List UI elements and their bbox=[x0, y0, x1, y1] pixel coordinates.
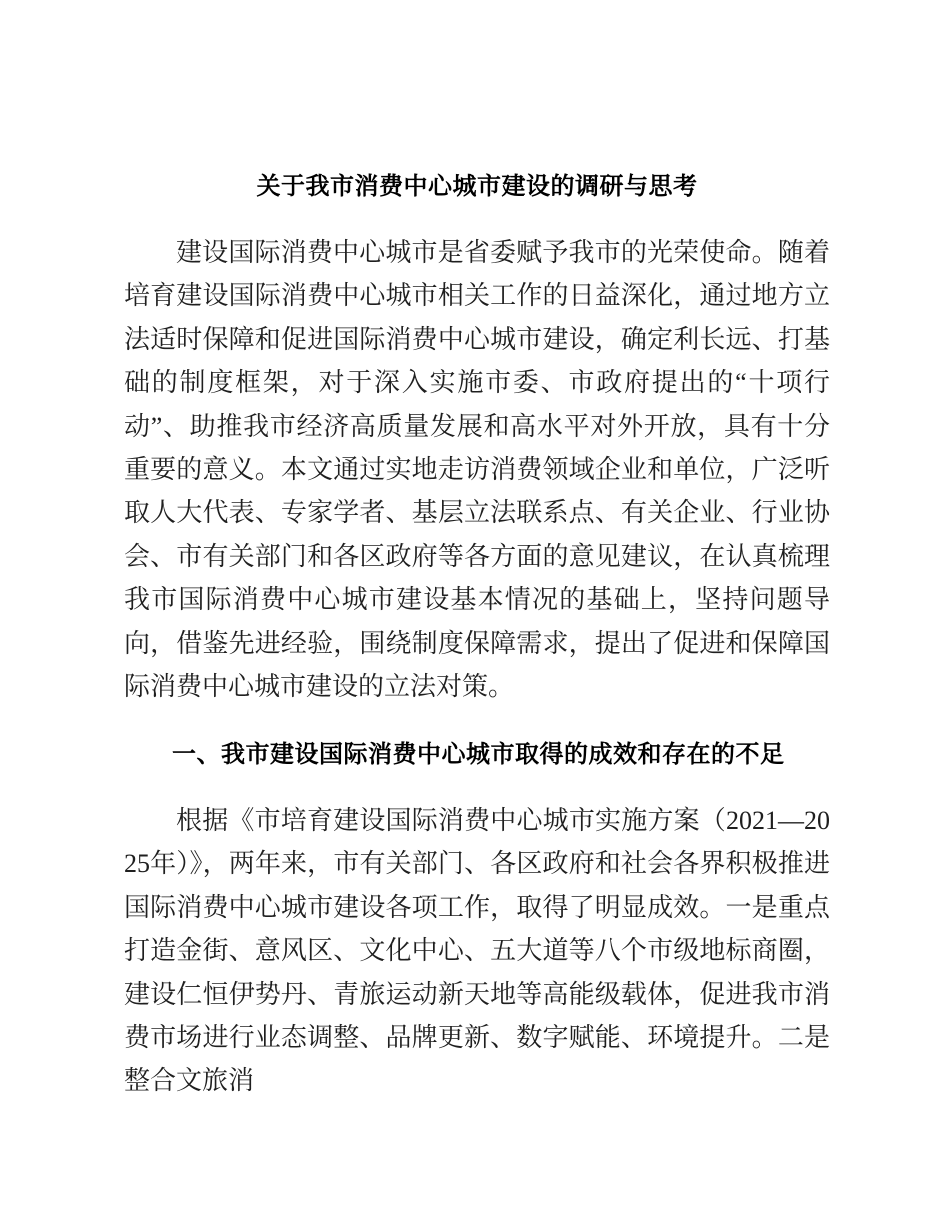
document-title: 关于我市消费中心城市建设的调研与思考 bbox=[256, 174, 698, 200]
section-heading-1: 一、我市建设国际消费中心城市取得的成效和存在的不足 bbox=[172, 741, 785, 769]
paragraph-intro: 建设国际消费中心城市是省委赋予我市的光荣使命。随着培育建设国际消费中心城市相关工作的日益深化，通过地方立法适时保障和促进国际消费中心城市建设，确定利长远、打基础的制度框架，对于深入实施市委、市政府提出的“十项行动”、助推我市经济高质量发展和高水平对外开放，具有十分重要的意义。本文通过实地走访消费领域企业和单位，广泛听取人大代表、专家学者、基层立法联系点、有关企业、行业协会、市有关部门和各区政府等各方面的意见建议，在认真梳理我市国际消费中心城市建设基本情况的基础上，坚持问题导向，借鉴先进经验，围绕制度保障需求，提出了促进和保障国际消费中心城市建设的立法对策。 bbox=[124, 238, 830, 702]
paragraph-section-1: 根据《市培育建设国际消费中心城市实施方案（2021—2025年）》，两年来，市有关部门、各区政府和社会各界积极推进国际消费中心城市建设各项工作，取得了明显成效。一是重点打造金街、意风区、文化中心、五大道等八个市级地标商圈，建设仁恒伊势丹、青旅运动新天地等高能级载体，促进我市消费市场进行业态调整、品牌更新、数字赋能、环境提升。二是整合文旅消 bbox=[124, 805, 830, 1096]
